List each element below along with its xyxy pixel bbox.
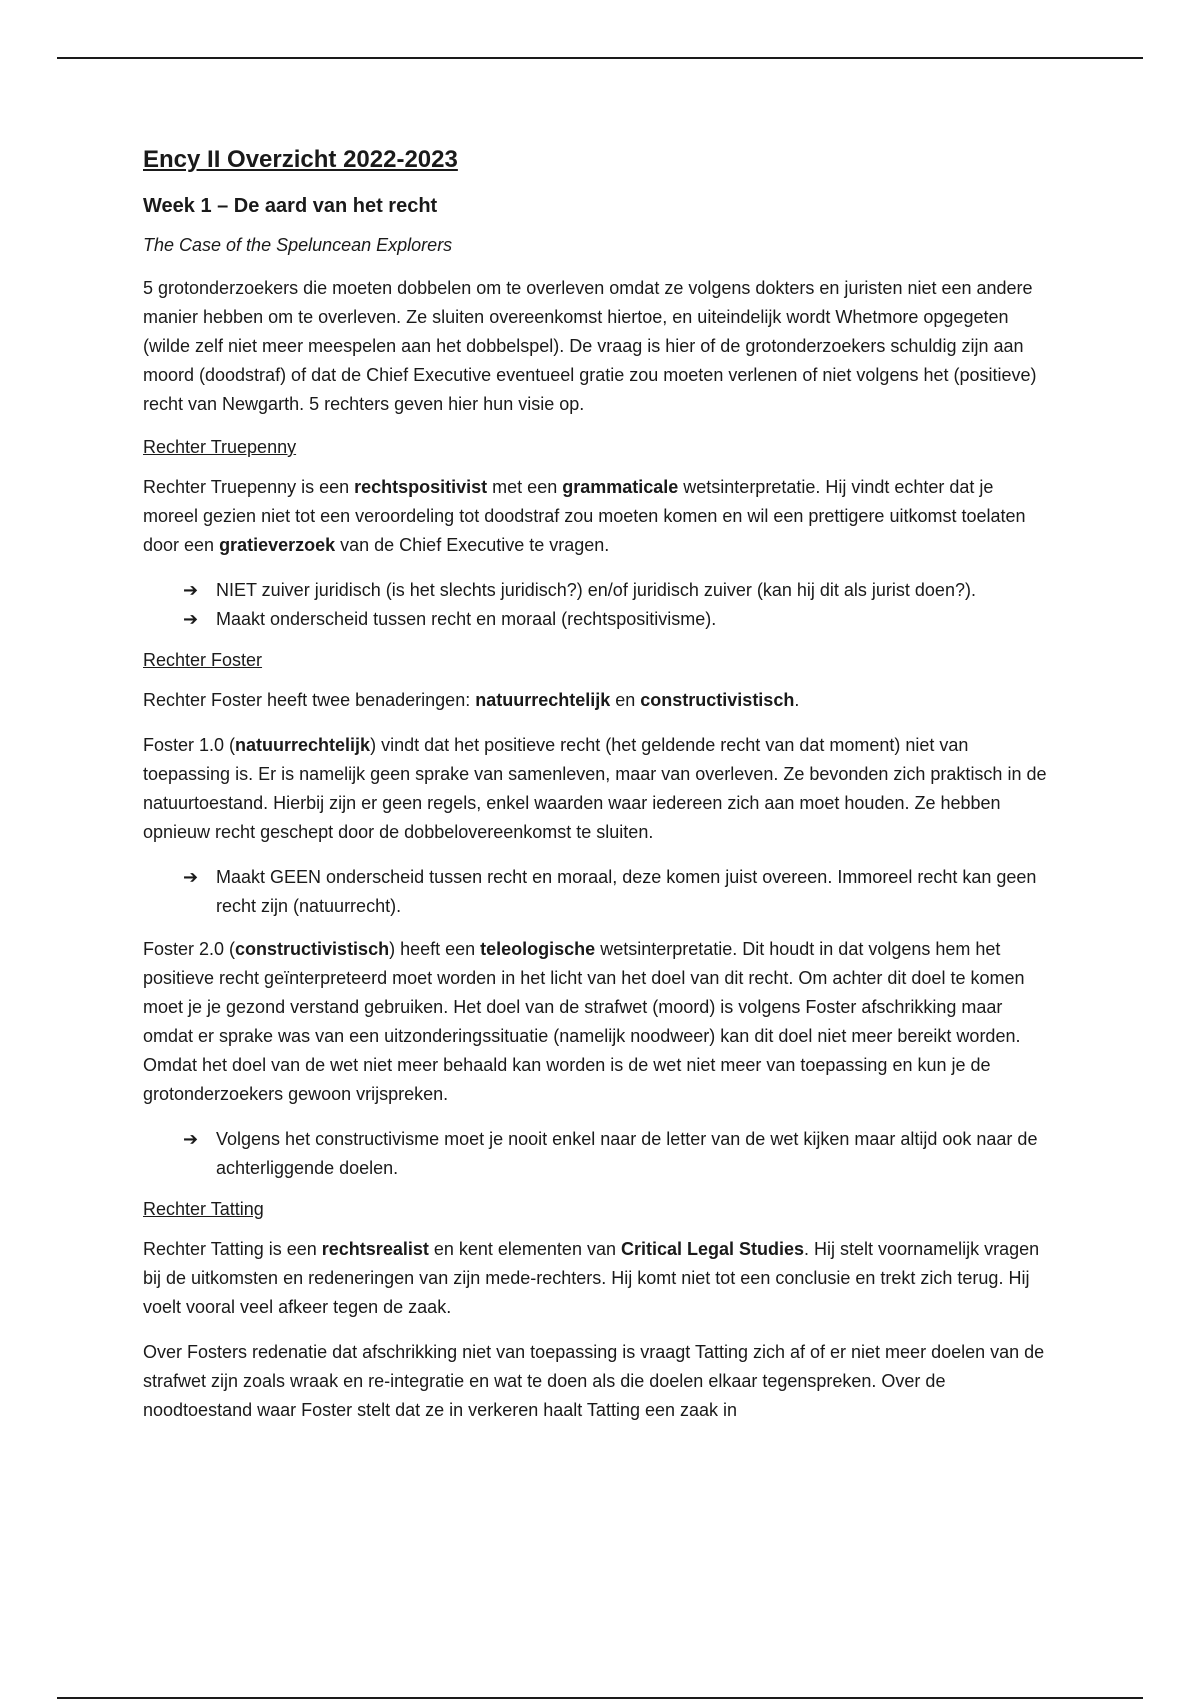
foster-paragraph-1: Rechter Foster heeft twee benaderingen: natuurrechtelijk en constructivistisch. [143,690,800,710]
arrow-icon: ➔ [183,1129,199,1149]
week-heading: Week 1 – De aard van het recht [143,195,438,217]
foster-bullets-2 [143,1125,1048,1183]
document-title: Ency II Overzicht 2022-2023 [143,146,458,173]
truepenny-bullets [143,576,1048,634]
arrow-icon: ➔ [183,609,199,629]
tatting-paragraph-2: Over Fosters redenatie dat afschrikking niet van toepassing is vraagt Tatting zich af of er niet meer doelen van de strafwet zijn zoals wraak en re-integratie en wat te doen als die doelen elkaar tegenspreken. Over de noodtoestand waar Foster stelt dat ze in verkeren haalt Tatting een zaak in [143,1342,1045,1420]
foster-bullets-1 [143,863,1048,921]
section-heading-tatting: Rechter Tatting [143,1199,264,1219]
header-rule [57,57,1143,59]
section-heading-foster: Rechter Foster [143,650,263,670]
section-heading-truepenny: Rechter Truepenny [143,437,297,457]
intro-paragraph: 5 grotonderzoekers die moeten dobbelen om te overleven omdat ze volgens dokters en juristen niet een andere manier hebben om te overleven. Ze sluiten overeenkomst hiertoe, en uiteindelijk wordt Whetmore opgegeten (wilde zelf niet meer meespelen aan het dobbelspel). De vraag is hier of de grotonderzoekers schuldig zijn aan moord (doodstraf) of dat de Chief Executive eventueel gratie zou moeten verlenen of niet volgens het (positieve) recht van Newgarth. 5 rechters geven hier hun visie op. [143,278,1037,414]
list-item: ➔ Volgens het constructivisme moet je nooit enkel naar de letter van de wet kijken maar altijd ook naar de achterliggende doelen. [143,1125,1048,1183]
arrow-icon: ➔ [183,580,199,600]
truepenny-paragraph: Rechter Truepenny is een rechtspositivist met een grammaticale wetsinterpretatie. Hij vindt echter dat je moreel gezien niet tot een veroordeling tot doodstraf zou moeten komen en wil een prettigere uitkomst toelaten door een gratieverzoek van de Chief Executive te vragen. [143,477,1026,555]
foster-paragraph-2: Foster 1.0 (natuurrechtelijk) vindt dat het positieve recht (het geldende recht van dat moment) niet van toepassing is. Er is namelijk geen sprake van samenleven, maar van overleven. Ze bevonden zich praktisch in de natuurtoestand. Hierbij zijn er geen regels, enkel waarden waar iedereen zich aan moet houden. Ze hebben opnieuw recht geschept door de dobbelovereenkomst te sluiten. [143,735,1047,842]
foster-paragraph-3: Foster 2.0 (constructivistisch) heeft een teleologische wetsinterpretatie. Dit houdt in dat volgens hem het positieve recht geïnterpreteerd moet worden in het licht van het doel van dit recht. Om achter dit doel te komen moet je je gezond verstand gebruiken. Het doel van de strafwet (moord) is volgens Foster afschrikking maar omdat er sprake was van een uitzonderingssituatie (namelijk noodweer) kan dit doel niet meer bereikt worden. Omdat het doel van de wet niet meer behaald kan worden is de wet niet meer van toepassing en kun je de grotonderzoekers gewoon vrijspreken. [143,939,1025,1104]
list-item: ➔ Maakt onderscheid tussen recht en moraal (rechtspositivisme). [143,605,1048,634]
case-title: The Case of the Speluncean Explorers [143,235,453,255]
document-body [143,145,1048,1441]
arrow-icon: ➔ [183,867,199,887]
list-item: ➔ Maakt GEEN onderscheid tussen recht en moraal, deze komen juist overeen. Immoreel recht kan geen recht zijn (natuurrecht). [143,863,1048,921]
tatting-paragraph-1: Rechter Tatting is een rechtsrealist en kent elementen van Critical Legal Studies. Hij stelt voornamelijk vragen bij de uitkomsten en redeneringen van zijn mede-rechters. Hij komt niet tot een conclusie en trekt zich terug. Hij voelt vooral veel afkeer tegen de zaak. [143,1239,1040,1317]
list-item: ➔ NIET zuiver juridisch (is het slechts juridisch?) en/of juridisch zuiver (kan hij dit als jurist doen?). [143,576,1048,605]
footer-rule [57,1697,1143,1699]
